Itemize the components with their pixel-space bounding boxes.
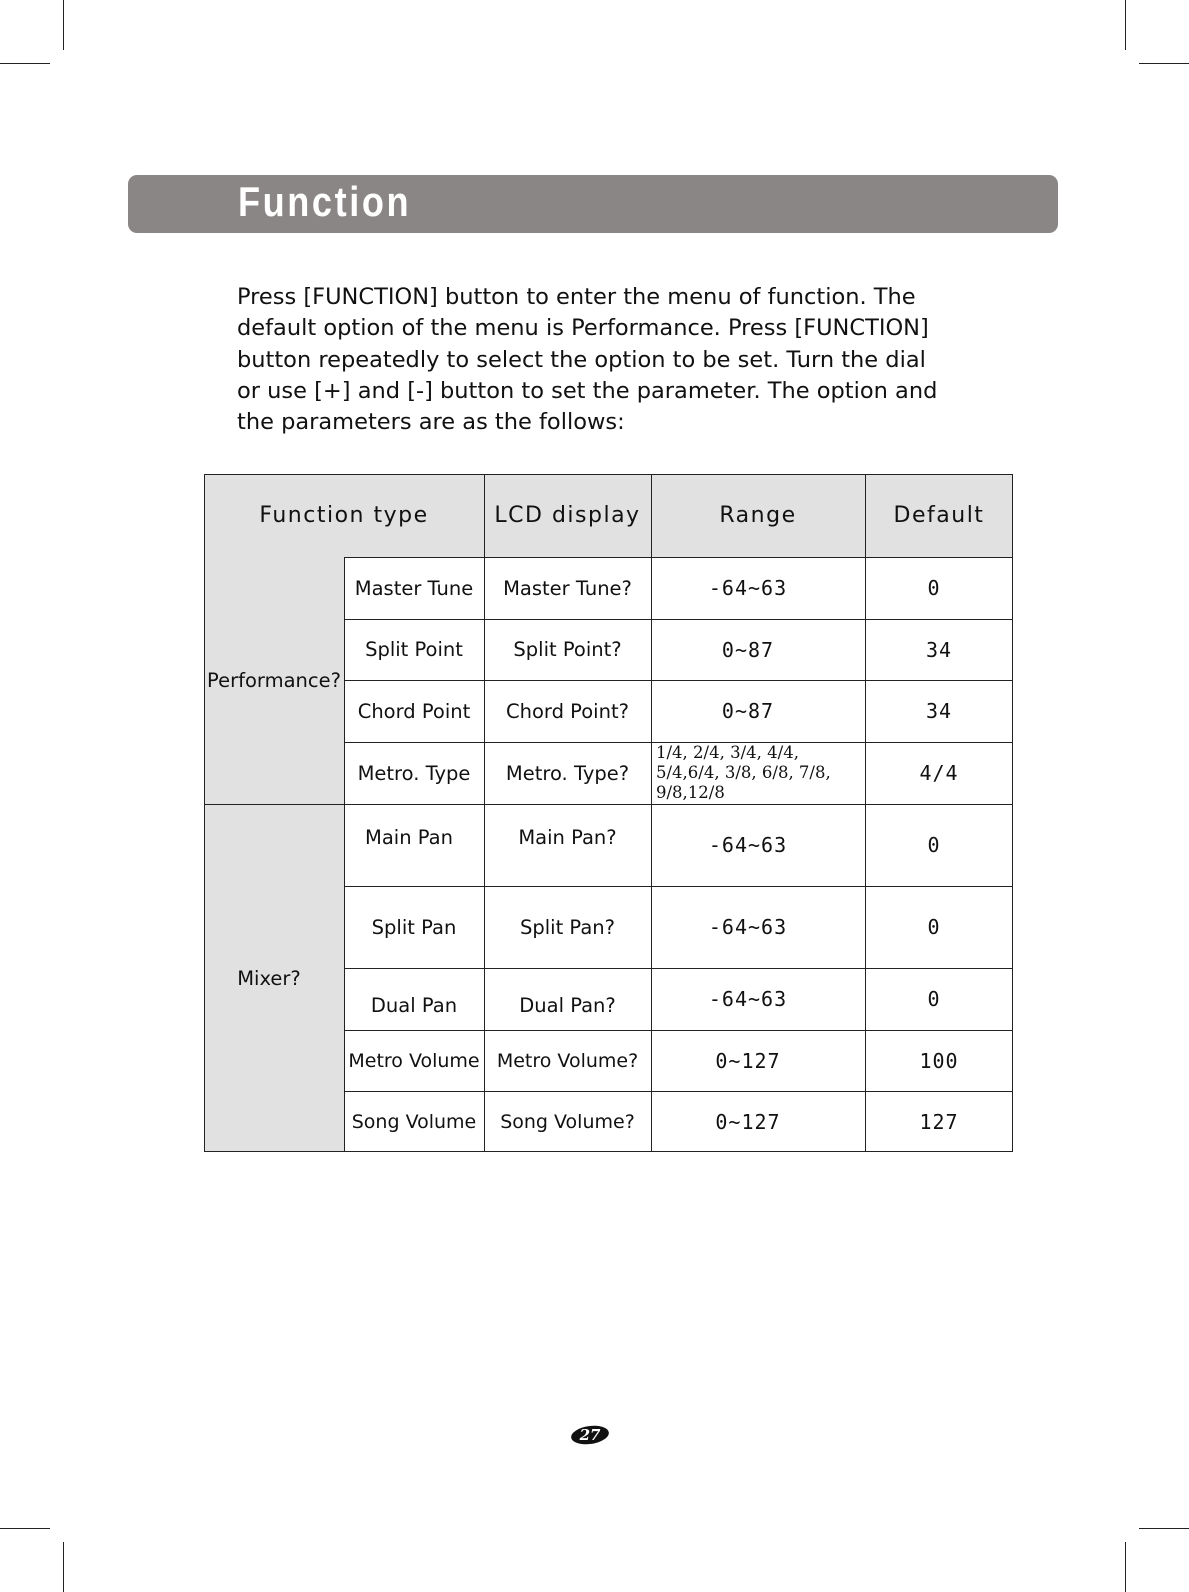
crop-mark: [63, 0, 64, 50]
table-cell-range: 0~127: [715, 1109, 781, 1134]
function-table: [204, 474, 1013, 1152]
table-border: [204, 1151, 1013, 1152]
table-cell-lcd: Dual Pan?: [519, 993, 616, 1017]
header-range: Range: [651, 474, 865, 557]
section-header: [128, 175, 1058, 233]
table-cell-lcd: Metro Volume?: [496, 1049, 639, 1072]
table-cell-default: 34: [925, 637, 953, 662]
table-cell-lcd: Metro. Type?: [505, 761, 630, 785]
crop-mark: [0, 1528, 50, 1529]
table-cell-function: Main Pan: [365, 826, 453, 849]
crop-mark: [1139, 1528, 1189, 1529]
table-border: [204, 474, 205, 1152]
table-cell-default: 127: [919, 1109, 959, 1134]
table-cell-range: -64~63: [708, 833, 788, 857]
intro-paragraph: [237, 282, 997, 438]
table-grid-line: [484, 474, 485, 1152]
table-cell-default: 0: [927, 576, 941, 600]
intro-line: button repeatedly to select the option to be set. Turn the dial: [237, 346, 926, 373]
table-cell-range: -64~63: [708, 576, 788, 600]
table-cell-function: Chord Point: [357, 699, 471, 723]
table-grid-line: [344, 557, 1013, 558]
table-cell-range: 0~87: [721, 699, 775, 723]
table-cell-range: 0~87: [721, 637, 775, 662]
table-cell-range: 0~127: [715, 1048, 781, 1073]
table-cell-range: -64~63: [708, 915, 788, 939]
table-grid-line: [344, 742, 1013, 743]
table-cell-function: Metro Volume: [348, 1049, 480, 1072]
intro-line: Press [FUNCTION] button to enter the menu of function. The: [237, 284, 916, 310]
table-border: [1012, 474, 1013, 1152]
table-cell-default: 0: [927, 833, 941, 857]
table-cell-lcd: Master Tune?: [503, 576, 632, 600]
group-mixer: Mixer?: [204, 804, 344, 1152]
table-cell-default: 4/4: [919, 761, 959, 785]
table-grid-line: [344, 886, 1013, 887]
table-cell-range: -64~63: [708, 987, 788, 1011]
table-grid-line: [344, 619, 1013, 620]
crop-mark: [1125, 1542, 1126, 1592]
page-number-badge: [570, 1425, 610, 1445]
table-cell-function: Metro. Type: [357, 761, 471, 785]
intro-line: the parameters are as the follows:: [237, 409, 625, 436]
page-number: 27: [579, 1426, 601, 1444]
crop-mark: [1139, 63, 1189, 64]
page-title: Function: [238, 178, 412, 225]
intro-line: default option of the menu is Performance. Press [FUNCTION]: [237, 315, 929, 342]
table-cell-lcd: Main Pan?: [518, 826, 617, 849]
crop-mark: [0, 63, 50, 64]
table-grid-line: [865, 474, 866, 1152]
table-grid-line: [344, 680, 1013, 681]
table-cell-function: Song Volume: [351, 1110, 477, 1133]
table-cell-lcd: Song Volume?: [500, 1110, 635, 1133]
table-cell-lcd: Chord Point?: [506, 699, 629, 723]
intro-line: or use [+] and [-] button to set the parameter. The option and: [237, 377, 938, 404]
table-grid-line: [344, 1091, 1013, 1092]
table-cell-default: 0: [927, 987, 941, 1011]
table-cell-function: Split Pan: [371, 915, 457, 939]
table-cell-range: 1/4, 2/4, 3/4, 4/4, 5/4,6/4, 3/8, 6/8, 7/8, 9/8,12/8: [656, 743, 831, 802]
table-cell-default: 0: [927, 915, 941, 939]
table-cell-lcd: Split Point?: [513, 638, 622, 661]
header-default: Default: [865, 474, 1013, 557]
table-border: [204, 474, 1013, 475]
table-cell-lcd: Split Pan?: [520, 915, 615, 939]
table-grid-line: [651, 474, 652, 1152]
crop-mark: [1125, 0, 1126, 50]
table-cell-function: Dual Pan: [370, 993, 458, 1017]
table-cell-default: 34: [925, 699, 953, 723]
table-grid-line: [344, 1030, 1013, 1031]
header-function-type: Function type: [204, 474, 484, 557]
table-cell-function: Master Tune: [354, 576, 474, 600]
table-cell-function: Split Point: [365, 638, 463, 661]
table-grid-line: [204, 804, 1013, 805]
header-lcd-display: LCD display: [484, 474, 651, 557]
table-cell-default: 100: [919, 1048, 959, 1073]
table-grid-line: [344, 968, 1013, 969]
crop-mark: [63, 1542, 64, 1592]
table-grid-line: [344, 557, 345, 1152]
group-performance: Performance?: [204, 557, 344, 804]
